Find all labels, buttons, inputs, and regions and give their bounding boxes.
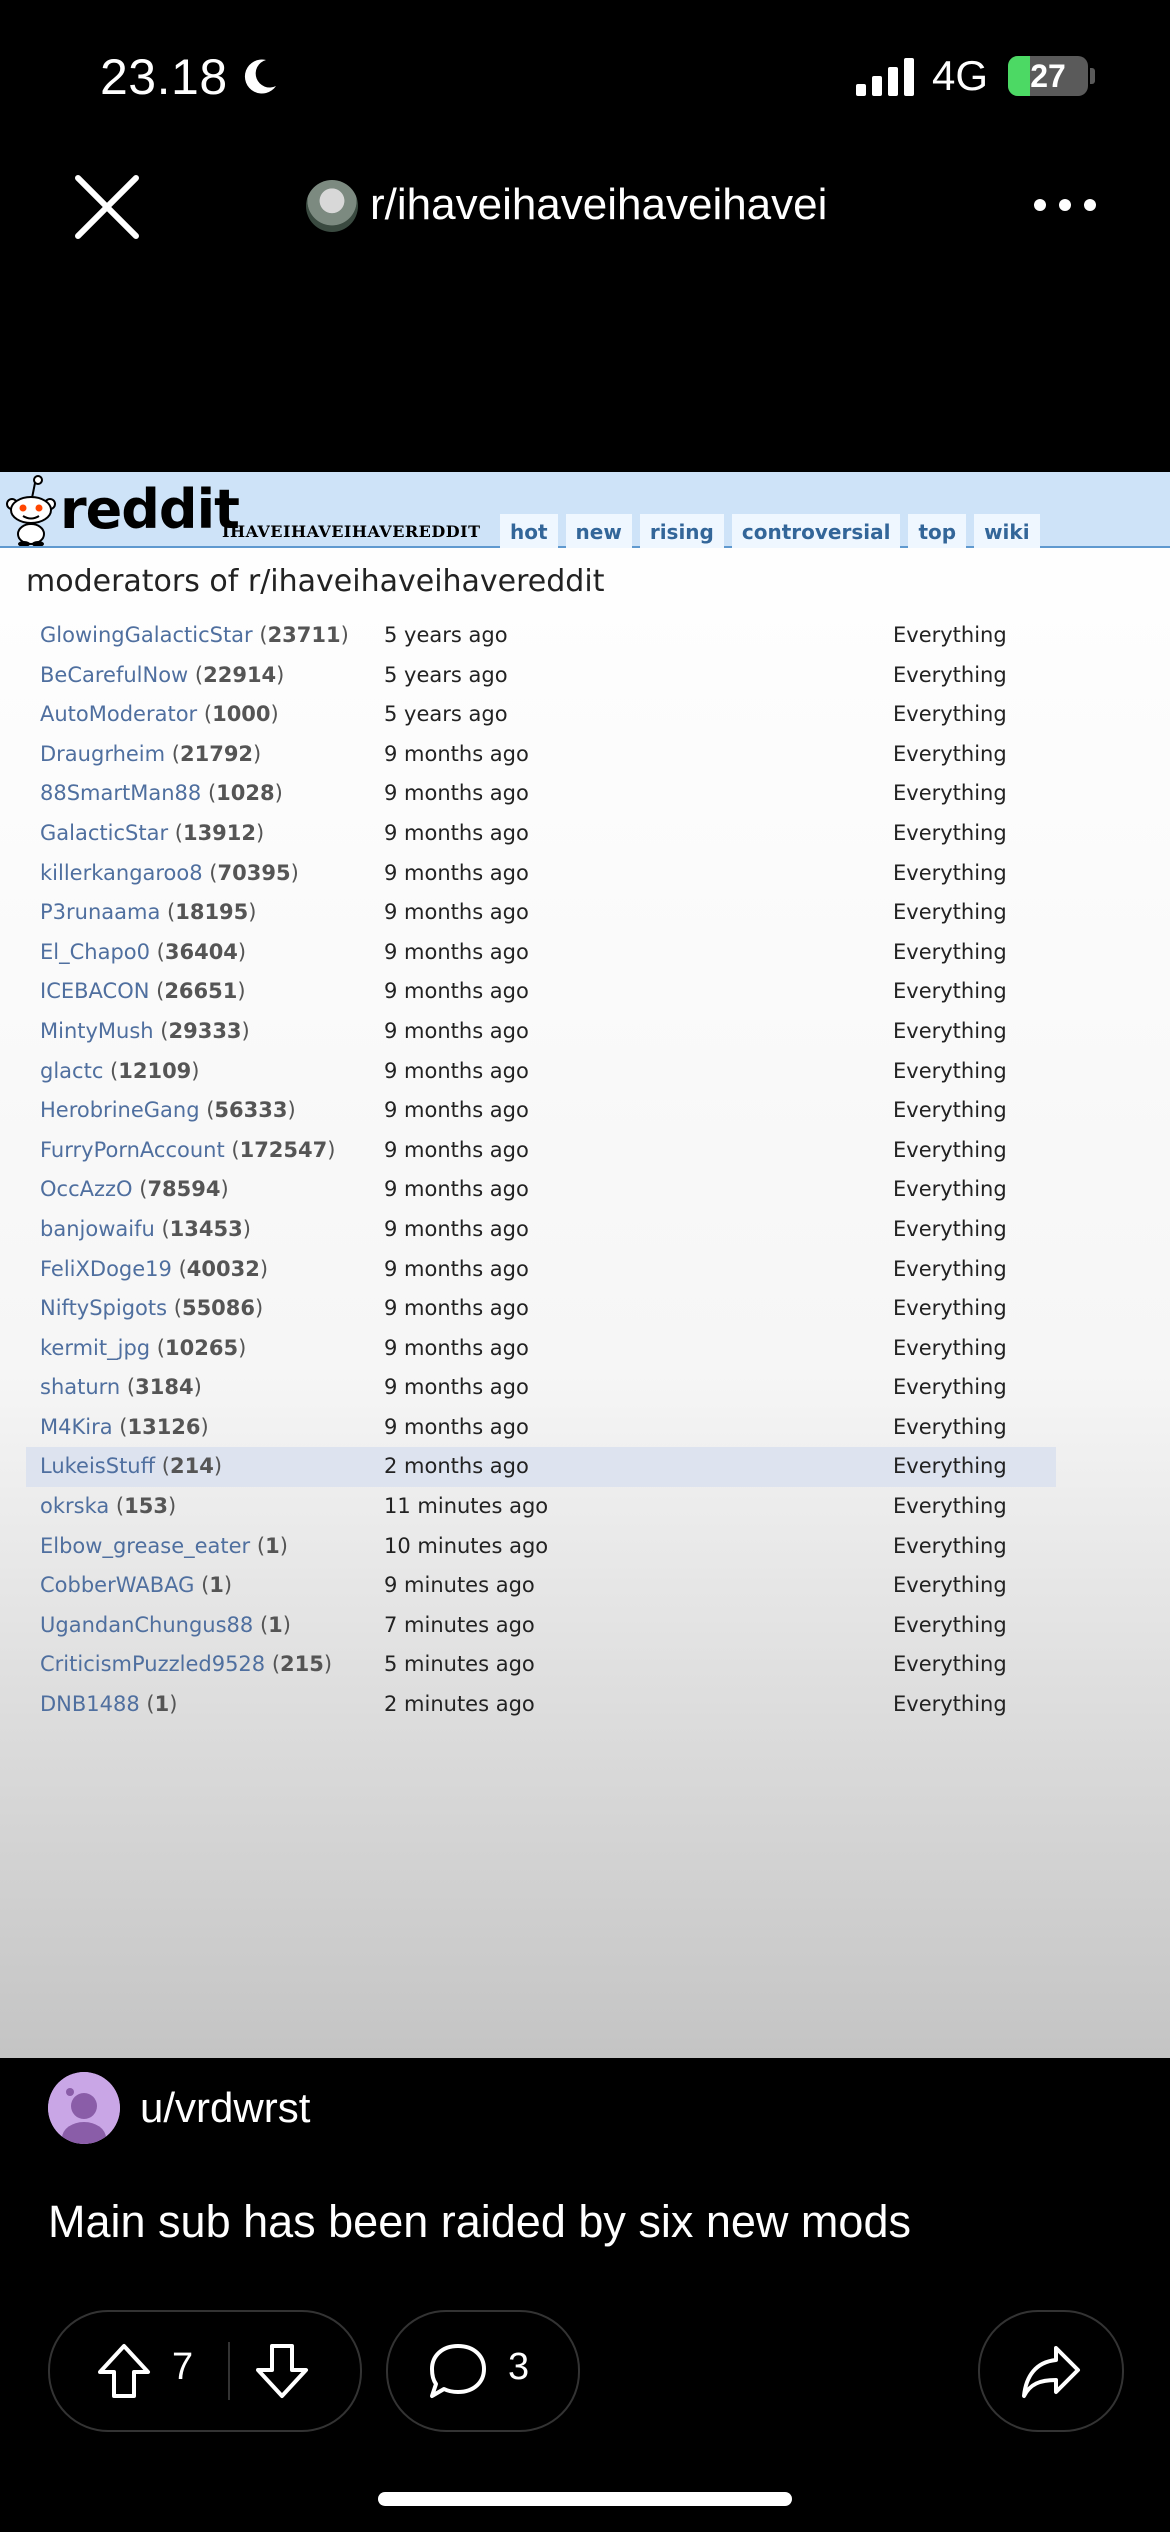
moderator-user[interactable] <box>40 854 299 894</box>
moderator-added-time: 9 months ago <box>384 900 529 925</box>
moderator-row <box>26 1091 1056 1131</box>
author-name[interactable]: u/vrdwrst <box>140 2084 311 2131</box>
moderator-karma: (18195) <box>160 900 257 925</box>
moderator-permissions: Everything <box>893 1573 1007 1598</box>
moderator-permissions: Everything <box>893 1692 1007 1717</box>
moderator-permissions: Everything <box>893 1018 1007 1043</box>
moderator-karma: (40032) <box>171 1256 269 1281</box>
moderator-karma: (1000) <box>197 702 279 727</box>
moderator-karma: (29333) <box>153 1018 250 1043</box>
moderator-permissions: Everything <box>893 1256 1007 1281</box>
moderator-user[interactable] <box>40 1408 209 1448</box>
moderator-user[interactable] <box>40 1447 222 1487</box>
moderators-title: moderators of r/ihaveihaveihavereddit <box>26 564 605 599</box>
moderator-user[interactable] <box>40 695 279 735</box>
moderator-row <box>26 854 1056 894</box>
moderator-added-time: 9 months ago <box>384 1098 529 1123</box>
moderator-list <box>26 616 1056 1725</box>
subreddit-name[interactable]: r/ihaveihaveihaveihavei <box>370 180 828 229</box>
moderator-karma: (70395) <box>202 860 299 885</box>
moderator-added-time: 9 months ago <box>384 1018 529 1043</box>
karma-value: 70395 <box>217 860 291 885</box>
moderator-karma: (153) <box>109 1494 177 1519</box>
moderator-added-time: 2 minutes ago <box>384 1692 535 1717</box>
moderator-row <box>26 1052 1056 1092</box>
karma-value: 26651 <box>164 979 238 1004</box>
karma-value: 1 <box>154 1692 170 1717</box>
tab-top: top <box>908 514 966 548</box>
status-bar <box>0 0 1170 150</box>
moderator-added-time: 5 years ago <box>384 623 508 647</box>
moderator-row <box>26 1685 1056 1725</box>
subreddit-header-name: IHAVEIHAVEIHAVEREDDIT <box>222 522 481 541</box>
karma-value: 18195 <box>175 900 249 925</box>
moderator-added-time: 5 years ago <box>384 662 508 687</box>
moderator-added-time: 5 minutes ago <box>384 1652 535 1677</box>
tab-new: new <box>566 514 632 548</box>
karma-value: 1 <box>265 1533 280 1558</box>
moderator-user[interactable] <box>40 1527 288 1567</box>
close-icon[interactable] <box>70 170 144 244</box>
moderator-permissions: Everything <box>893 1335 1007 1360</box>
moderator-user[interactable] <box>40 1368 202 1408</box>
moderator-permissions: Everything <box>893 1137 1007 1162</box>
moderator-row <box>26 1131 1056 1171</box>
moderator-row <box>26 1289 1056 1329</box>
moderator-username[interactable]: BeCarefulNow <box>40 662 189 687</box>
moderator-permissions: Everything <box>893 623 1007 647</box>
moderator-added-time: 9 months ago <box>384 1375 529 1400</box>
moderator-user[interactable] <box>40 656 284 696</box>
moderator-karma: (13912) <box>168 820 265 845</box>
moderator-permissions: Everything <box>893 1375 1007 1400</box>
moderator-username[interactable]: ICEBACON <box>40 979 150 1004</box>
upvote-icon[interactable] <box>96 2342 152 2400</box>
moderator-row <box>26 656 1056 696</box>
moderator-row <box>26 933 1056 973</box>
subreddit-avatar[interactable] <box>306 180 358 232</box>
moderator-row <box>26 1368 1056 1408</box>
moderator-added-time: 9 months ago <box>384 979 529 1004</box>
reddit-wordmark: reddit <box>60 478 239 541</box>
moderator-username[interactable]: banjowaifu <box>40 1216 155 1241</box>
moderator-username[interactable]: glactc <box>40 1058 104 1083</box>
battery-nub <box>1090 68 1095 84</box>
moderator-username[interactable]: killerkangaroo8 <box>40 860 203 885</box>
comment-icon <box>428 2342 488 2400</box>
moderator-permissions: Everything <box>893 702 1007 727</box>
moderator-added-time: 9 months ago <box>384 1137 529 1162</box>
moderator-username[interactable]: FurryPornAccount <box>40 1137 225 1162</box>
moderator-user[interactable] <box>40 1091 296 1131</box>
moderator-permissions: Everything <box>893 741 1007 766</box>
moderator-permissions: Everything <box>893 1533 1007 1558</box>
moderator-permissions: Everything <box>893 662 1007 687</box>
moderator-row <box>26 735 1056 775</box>
share-icon <box>1020 2342 1082 2400</box>
moderator-karma: (26651) <box>149 979 246 1004</box>
moderator-username[interactable]: Elbow_grease_eater <box>40 1533 251 1558</box>
share-button[interactable] <box>978 2310 1124 2432</box>
moderator-added-time: 9 months ago <box>384 939 529 964</box>
moderator-user[interactable] <box>40 1250 268 1290</box>
moderator-added-time: 9 months ago <box>384 1177 529 1202</box>
moderator-added-time: 9 months ago <box>384 1058 529 1083</box>
karma-value: 3184 <box>135 1375 194 1400</box>
vote-divider <box>228 2342 230 2400</box>
moderator-row <box>26 1645 1056 1685</box>
moderator-karma: (23711) <box>252 623 349 647</box>
more-icon[interactable] <box>1030 190 1100 220</box>
moderator-karma: (215) <box>265 1652 333 1677</box>
moderator-row <box>26 814 1056 854</box>
karma-value: 55086 <box>181 1296 256 1321</box>
moderator-permissions: Everything <box>893 860 1007 885</box>
moderator-karma: (13453) <box>154 1216 251 1241</box>
moderator-karma: (21792) <box>165 741 262 766</box>
moderator-username[interactable]: LukeisStuff <box>40 1454 156 1479</box>
moderator-permissions: Everything <box>893 820 1007 845</box>
home-indicator[interactable] <box>378 2492 792 2506</box>
moderator-username[interactable]: okrska <box>40 1494 110 1519</box>
moderator-permissions: Everything <box>893 1296 1007 1321</box>
moderator-added-time: 2 months ago <box>384 1454 529 1479</box>
tab-rising: rising <box>640 514 724 548</box>
moderator-permissions: Everything <box>893 1454 1007 1479</box>
moderator-added-time: 7 minutes ago <box>384 1612 535 1637</box>
moderator-username[interactable]: MintyMush <box>40 1018 154 1043</box>
moderator-row <box>26 1250 1056 1290</box>
moderator-user[interactable] <box>40 1566 232 1606</box>
karma-value: 12109 <box>118 1058 192 1083</box>
tab-controversial: controversial <box>732 514 901 548</box>
moderator-username[interactable]: kermit_jpg <box>40 1335 151 1360</box>
karma-value: 21792 <box>179 741 254 766</box>
karma-value: 153 <box>124 1494 168 1519</box>
battery-percent: 27 <box>1030 58 1066 94</box>
karma-value: 1000 <box>212 702 271 727</box>
moderator-user[interactable] <box>40 814 264 854</box>
moderator-permissions: Everything <box>893 979 1007 1004</box>
moderator-karma: (1028) <box>201 781 283 806</box>
tab-hot: hot <box>500 514 558 548</box>
moderator-user[interactable] <box>40 1170 229 1210</box>
moderator-row <box>26 616 1056 656</box>
moderator-row <box>26 1329 1056 1369</box>
moderator-user[interactable] <box>40 1487 176 1527</box>
moderator-permissions: Everything <box>893 1414 1007 1439</box>
karma-value: 13453 <box>169 1216 243 1241</box>
karma-value: 56333 <box>214 1098 288 1123</box>
moderator-added-time: 5 years ago <box>384 702 508 727</box>
moderator-username[interactable]: 88SmartMan88 <box>40 781 202 806</box>
moderator-username[interactable]: shaturn <box>40 1375 121 1400</box>
karma-value: 215 <box>280 1652 324 1677</box>
moderator-added-time: 9 months ago <box>384 1414 529 1439</box>
moderator-username[interactable]: CobberWABAG <box>40 1573 195 1598</box>
moderator-row <box>26 774 1056 814</box>
moderator-karma: (1) <box>250 1533 288 1558</box>
moderator-permissions: Everything <box>893 781 1007 806</box>
moderator-added-time: 9 months ago <box>384 1216 529 1241</box>
moderator-added-time: 9 months ago <box>384 1296 529 1321</box>
moderator-username[interactable]: AutoModerator <box>40 702 198 727</box>
moderator-permissions: Everything <box>893 1058 1007 1083</box>
moderator-added-time: 9 months ago <box>384 860 529 885</box>
moderator-user[interactable] <box>40 774 283 814</box>
post-title: Main sub has been raided by six new mods <box>48 2196 911 2247</box>
moderator-username[interactable]: GlowingGalacticStar <box>40 623 253 647</box>
karma-value: 40032 <box>186 1256 260 1281</box>
karma-value: 1 <box>209 1573 224 1598</box>
moderator-row <box>26 1012 1056 1052</box>
karma-value: 13126 <box>127 1414 201 1439</box>
moderator-permissions: Everything <box>893 1177 1007 1202</box>
moderator-row <box>26 1447 1056 1487</box>
moderator-karma: (3184) <box>120 1375 202 1400</box>
moderator-added-time: 10 minutes ago <box>384 1533 549 1558</box>
moderator-karma: (56333) <box>199 1098 296 1123</box>
downvote-icon[interactable] <box>254 2342 310 2400</box>
karma-value: 22914 <box>203 662 277 687</box>
moderator-permissions: Everything <box>893 900 1007 925</box>
moderator-row <box>26 1408 1056 1448</box>
karma-value: 172547 <box>239 1137 328 1162</box>
karma-value: 13912 <box>182 820 257 845</box>
karma-value: 23711 <box>267 623 341 647</box>
comment-count: 3 <box>508 2346 530 2388</box>
moderator-row <box>26 893 1056 933</box>
moderator-user[interactable] <box>40 1606 291 1646</box>
moderator-username[interactable]: UgandanChungus88 <box>40 1612 254 1637</box>
moderator-karma: (1) <box>139 1692 178 1717</box>
moderator-karma: (36404) <box>149 939 247 964</box>
moderator-added-time: 9 months ago <box>384 781 529 806</box>
moderator-permissions: Everything <box>893 1216 1007 1241</box>
moderator-user[interactable] <box>40 1329 246 1369</box>
moderator-row <box>26 695 1056 735</box>
moderator-row <box>26 972 1056 1012</box>
moderator-permissions: Everything <box>893 939 1007 964</box>
reddit-header <box>0 472 1170 548</box>
moderator-username[interactable]: GalacticStar <box>40 820 169 845</box>
moderator-user[interactable] <box>40 1012 250 1052</box>
moderator-row <box>26 1210 1056 1250</box>
moon-icon <box>240 56 280 96</box>
moderator-row <box>26 1170 1056 1210</box>
battery-icon <box>1008 56 1088 96</box>
reddit-alien-icon <box>4 474 58 546</box>
post-image[interactable] <box>0 472 1170 2058</box>
karma-value: 29333 <box>168 1018 242 1043</box>
moderator-added-time: 9 months ago <box>384 741 529 766</box>
moderator-user[interactable] <box>40 933 246 973</box>
moderator-username[interactable]: P3runaama <box>40 900 161 925</box>
moderator-user[interactable] <box>40 893 256 933</box>
moderator-user[interactable] <box>40 1052 200 1092</box>
karma-value: 1028 <box>216 781 275 806</box>
moderator-username[interactable]: DNB1488 <box>40 1692 140 1717</box>
moderator-karma: (1) <box>194 1573 233 1598</box>
moderator-row <box>26 1527 1056 1567</box>
moderator-username[interactable]: El_Chapo0 <box>40 939 150 964</box>
vote-bar <box>48 2310 362 2432</box>
moderator-permissions: Everything <box>893 1612 1007 1637</box>
moderator-karma: (1) <box>253 1612 291 1637</box>
moderator-user[interactable] <box>40 1289 263 1329</box>
moderator-row <box>26 1487 1056 1527</box>
signal-icon <box>856 58 916 96</box>
karma-value: 10265 <box>165 1335 239 1360</box>
moderator-user[interactable] <box>40 735 261 775</box>
network-type: 4G <box>932 52 989 99</box>
karma-value: 36404 <box>164 939 238 964</box>
author-avatar[interactable] <box>48 2072 120 2144</box>
moderator-row <box>26 1606 1056 1646</box>
moderator-username[interactable]: NiftySpigots <box>40 1296 168 1321</box>
tab-wiki: wiki <box>974 514 1040 548</box>
moderator-user[interactable] <box>40 1685 177 1725</box>
moderator-karma: (172547) <box>224 1137 336 1162</box>
moderator-added-time: 9 months ago <box>384 820 529 845</box>
moderator-added-time: 9 months ago <box>384 1256 529 1281</box>
moderator-karma: (12109) <box>103 1058 200 1083</box>
moderator-username[interactable]: Draugrheim <box>40 741 166 766</box>
vote-count: 7 <box>172 2346 194 2388</box>
moderator-added-time: 11 minutes ago <box>384 1494 549 1519</box>
karma-value: 78594 <box>147 1177 221 1202</box>
moderator-username[interactable]: HerobrineGang <box>40 1098 200 1123</box>
moderator-permissions: Everything <box>893 1098 1007 1123</box>
moderator-user[interactable] <box>40 972 246 1012</box>
moderator-karma: (78594) <box>132 1177 229 1202</box>
moderator-karma: (55086) <box>167 1296 264 1321</box>
moderator-karma: (214) <box>155 1454 223 1479</box>
moderator-user[interactable] <box>40 616 349 656</box>
moderator-added-time: 9 months ago <box>384 1335 529 1360</box>
moderator-username[interactable]: CriticismPuzzled9528 <box>40 1652 266 1677</box>
karma-value: 1 <box>268 1612 283 1637</box>
moderator-permissions: Everything <box>893 1652 1007 1677</box>
moderator-user[interactable] <box>40 1645 332 1685</box>
moderator-karma: (10265) <box>150 1335 247 1360</box>
moderator-user[interactable] <box>40 1131 335 1171</box>
moderator-user[interactable] <box>40 1210 251 1250</box>
moderator-username[interactable]: FeliXDoge19 <box>40 1256 172 1281</box>
moderator-karma: (22914) <box>188 662 285 687</box>
moderator-permissions: Everything <box>893 1494 1007 1519</box>
moderator-added-time: 9 minutes ago <box>384 1573 535 1598</box>
moderator-karma: (13126) <box>112 1414 209 1439</box>
status-time: 23.18 <box>100 49 228 105</box>
karma-value: 214 <box>169 1454 214 1479</box>
sort-tabs <box>500 514 1040 548</box>
moderator-username[interactable]: OccAzzO <box>40 1177 133 1202</box>
comment-button[interactable] <box>386 2310 580 2432</box>
moderator-username[interactable]: M4Kira <box>40 1414 113 1439</box>
moderator-row <box>26 1566 1056 1606</box>
